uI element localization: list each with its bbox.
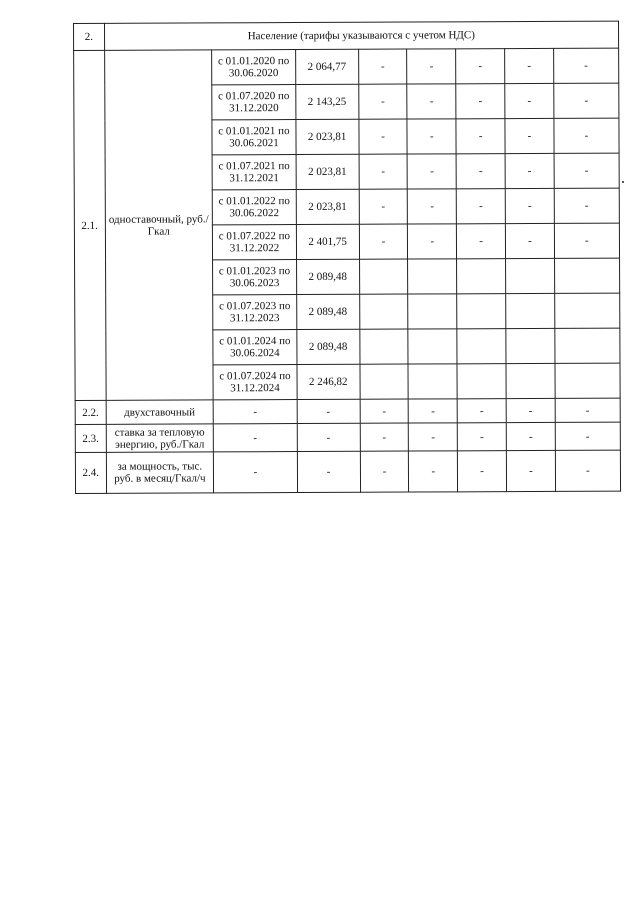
table-cell: - (213, 400, 296, 424)
table-row (75, 450, 620, 493)
table-cell: - (554, 83, 619, 118)
tariff-value-cell: 2 023,81 (296, 189, 359, 224)
table-cell: - (554, 118, 619, 153)
period-cell: с 01.07.2023 по 31.12.2023 (213, 295, 297, 330)
table-cell: - (505, 118, 554, 153)
table-cell: - (360, 423, 409, 451)
table-cell: - (458, 423, 507, 451)
row-label: ставка за тепловую энергию, руб./Гкал (106, 424, 214, 452)
table-cell: - (408, 154, 457, 189)
table-cell: - (358, 84, 407, 119)
tariff-value-cell: 2 246,82 (297, 364, 360, 399)
period-cell: с 01.01.2020 по 30.06.2020 (212, 50, 296, 85)
tariff-value-cell: 2 023,81 (296, 154, 359, 189)
table-cell (555, 328, 620, 363)
table-cell: - (297, 399, 360, 423)
tariff-value-cell: 2 401,75 (296, 224, 359, 259)
table-cell (359, 294, 408, 329)
table-cell (506, 258, 555, 293)
table-cell: - (456, 119, 505, 154)
period-cell: с 01.07.2021 по 31.12.2021 (212, 155, 296, 190)
table-cell: - (457, 399, 506, 423)
row-number: 2.1. (74, 50, 106, 400)
table-cell: - (506, 450, 555, 491)
table-row (75, 422, 620, 452)
scan-speck (622, 181, 624, 183)
table-cell: - (456, 154, 505, 189)
tariff-value-cell: 2 089,48 (296, 329, 359, 364)
row-label: за мощность, тыс. руб. в месяц/Гкал/ч (106, 452, 214, 493)
table-cell: - (409, 423, 458, 451)
table-cell (408, 294, 457, 329)
table-cell: - (214, 452, 298, 493)
row-label: одноставочный, руб./Гкал (104, 50, 213, 400)
table-cell (457, 364, 506, 399)
period-cell: с 01.01.2024 по 30.06.2024 (213, 330, 297, 365)
table-cell (506, 293, 555, 328)
table-cell: - (408, 189, 457, 224)
row-number: 2.2. (75, 400, 106, 424)
table-cell: - (505, 223, 554, 258)
table-cell (555, 293, 620, 328)
table-cell: - (555, 422, 620, 450)
tariff-value-cell: 2 089,48 (296, 259, 359, 294)
table-row (75, 398, 620, 424)
table-cell: - (555, 398, 620, 422)
tariff-value-cell: 2 089,48 (296, 294, 359, 329)
table-cell: - (359, 154, 408, 189)
table-cell: - (506, 398, 555, 422)
table-cell: - (360, 451, 409, 492)
table-cell: - (407, 119, 456, 154)
table-cell: - (456, 189, 505, 224)
table-cell (506, 328, 555, 363)
row-label: двухставочный (106, 400, 214, 424)
table-cell: - (214, 424, 297, 452)
tariff-value-cell: 2 064,77 (295, 49, 358, 84)
table-cell: - (359, 189, 408, 224)
table-cell: - (555, 450, 620, 491)
row-number: 2.3. (75, 424, 106, 452)
table-cell: - (409, 451, 458, 492)
table-row (74, 48, 619, 85)
table-cell: - (506, 422, 555, 450)
section-title: Население (тарифы указываются с учетом НДС) (104, 21, 619, 50)
table-cell (359, 259, 408, 294)
table-cell: - (297, 423, 360, 451)
table-cell: - (553, 48, 618, 83)
table-cell: - (359, 119, 408, 154)
tariff-value-cell: 2 143,25 (295, 84, 358, 119)
table-cell: - (456, 84, 505, 119)
table-cell: - (408, 224, 457, 259)
table-cell: - (360, 399, 409, 423)
row-number: 2.4. (75, 452, 106, 493)
table-cell (506, 363, 555, 398)
table-cell: - (456, 49, 505, 84)
table-cell (555, 363, 620, 398)
table-cell: - (505, 188, 554, 223)
table-cell: - (358, 49, 407, 84)
table-cell: - (297, 451, 360, 492)
table-cell: - (458, 451, 507, 492)
table-cell: - (554, 188, 619, 223)
period-cell: с 01.01.2022 по 30.06.2022 (212, 190, 296, 225)
table-cell (554, 258, 619, 293)
table-cell: - (505, 83, 554, 118)
table-cell: - (457, 224, 506, 259)
table-cell: - (359, 224, 408, 259)
table-cell (457, 329, 506, 364)
table-cell (408, 259, 457, 294)
tariff-table (73, 21, 621, 494)
table-cell: - (505, 48, 554, 83)
period-cell: с 01.01.2023 по 30.06.2023 (213, 260, 297, 295)
table-cell: - (409, 399, 458, 423)
table-cell: - (407, 84, 456, 119)
section-header-row (74, 21, 619, 50)
table-cell: - (554, 223, 619, 258)
table-cell (457, 259, 506, 294)
table-cell (408, 364, 457, 399)
table-cell (360, 329, 409, 364)
period-cell: с 01.07.2022 по 31.12.2022 (213, 225, 297, 260)
period-cell: с 01.07.2024 по 31.12.2024 (213, 365, 297, 400)
period-cell: с 01.01.2021 по 30.06.2021 (212, 120, 296, 155)
table-cell (360, 364, 409, 399)
table-cell (408, 329, 457, 364)
table-cell: - (505, 153, 554, 188)
period-cell: с 01.07.2020 по 31.12.2020 (212, 85, 296, 120)
tariff-value-cell: 2 023,81 (296, 119, 359, 154)
table-cell: - (554, 153, 619, 188)
table-cell (457, 294, 506, 329)
table-cell: - (407, 49, 456, 84)
section-number: 2. (74, 23, 105, 50)
